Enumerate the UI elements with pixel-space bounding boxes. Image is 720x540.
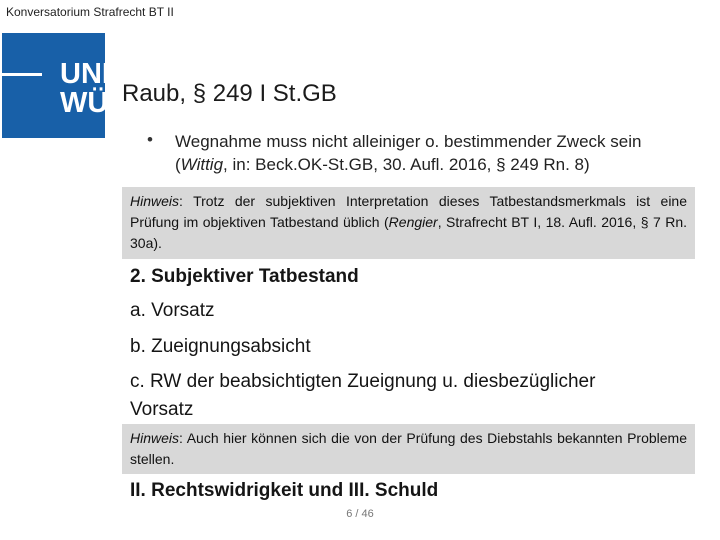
page-number: 6 / 46 [346,508,374,520]
logo-line-1: UNI [60,58,110,90]
final-heading: II. Rechtswidrigkeit und III. Schuld [130,480,439,501]
section-item-b: b. Zueignungsabsicht [130,336,311,357]
slide-title: Raub, § 249 I St.GB [122,80,337,107]
note-box-1 [122,187,695,259]
note1-text-b: , Strafrecht BT I, 18. Aufl. 2016, § 7 Rn. 30a). [130,214,687,251]
note1-author: Rengier [388,214,438,230]
note2-text: : Auch hier können sich die von der Prüfung des Diebstahls bekannten Probleme stellen. [130,430,687,467]
section-item-c-line1: c. RW der beabsichtigten Zueignung u. diesbezüglicher [130,371,596,392]
note1-label: Hinweis [130,193,180,209]
section-heading: 2. Subjektiver Tatbestand [130,266,359,287]
logo-line-2: WÜ [60,87,109,119]
bullet-author: Wittig [180,155,224,174]
note-box-2 [122,424,695,474]
note1-text-a: : Trotz der subjektiven Interpretation dieses Tatbestandsmerkmals ist eine Prüfung im objektiven Tatbestand üblich ( [130,193,687,230]
header-title: Konversatorium Strafrecht BT II [6,5,174,19]
logo-rule [2,73,42,76]
section-item-c-line2: Vorsatz [130,399,194,420]
university-logo [2,33,110,138]
bullet-marker: • [147,130,153,149]
bullet-text [175,130,695,176]
section-item-a: a. Vorsatz [130,300,215,321]
note2-label: Hinweis [130,430,180,446]
bullet-text-part1: Wegnahme muss nicht alleiniger o. bestimmender Zweck sein ( [175,132,642,174]
bullet-text-part2: , in: Beck.OK-St.GB, 30. Aufl. 2016, § 249 Rn. 8) [223,155,590,174]
